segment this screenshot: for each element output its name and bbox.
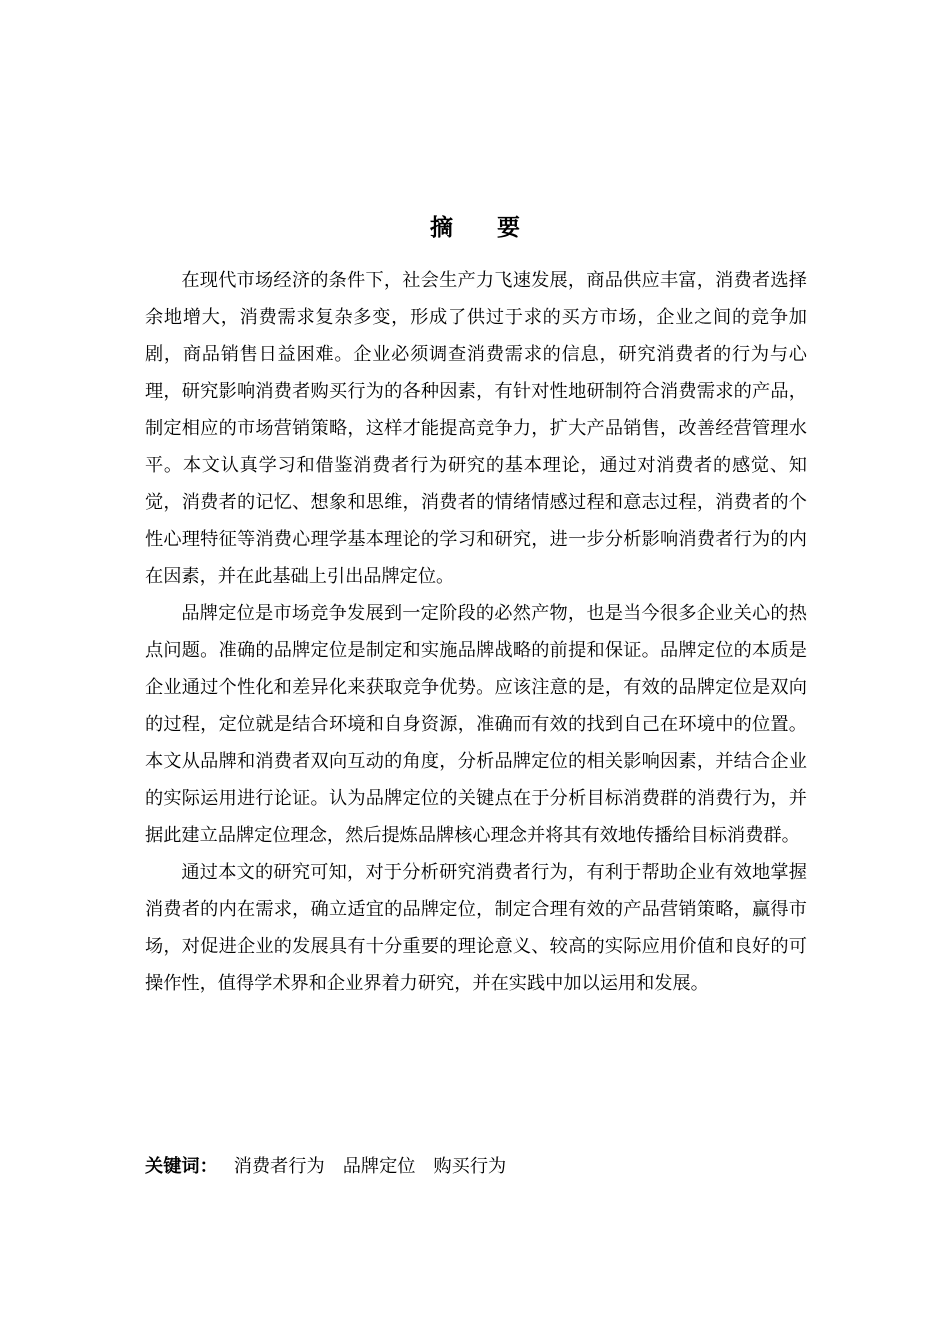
keyword-2: 品牌定位: [342, 1156, 416, 1177]
abstract-paragraph-2: 品牌定位是市场竞争发展到一定阶段的必然产物，也是当今很多企业关心的热点问题。准确的品牌定位是制定和实施品牌战略的前提和保证。品牌定位的本质是企业通过个性化和差异化来获取竞争优势。应该注意的是，有效的品牌定位是双向的过程，定位就是结合环境和自身资源，准确而有效的找到自己在环境中的位置。本文从品牌和消费者双向互动的角度，分析品牌定位的相关影响因素，并结合企业的实际运用进行论证。认为品牌定位的关键点在于分析目标消费群的消费行为，并据此建立品牌定位理念，然后提炼品牌核心理念并将其有效地传播给目标消费群。: [145, 603, 807, 846]
abstract-title: 摘 要: [429, 214, 538, 241]
keywords-line: [145, 1151, 807, 1183]
abstract-paragraph-1: 在现代市场经济的条件下，社会生产力飞速发展，商品供应丰富，消费者选择余地增大，消费需求复杂多变，形成了供过于求的买方市场，企业之间的竞争加剧，商品销售日益困难。企业必须调查消费需求的信息，研究消费者的行为与心理，研究影响消费者购买行为的各种因素，有针对性地研制符合消费需求的产品，制定相应的市场营销策略，这样才能提高竞争力，扩大产品销售，改善经营管理水平。本文认真学习和借鉴消费者行为研究的基本理论，通过对消费者的感觉、知觉，消费者的记忆、想象和思维，消费者的情绪情感过程和意志过程，消费者的个性心理特征等消费心理学基本理论的学习和研究，进一步分析影响消费者行为的内在因素，并在此基础上引出品牌定位。: [145, 270, 807, 587]
abstract-paragraph-3: 通过本文的研究可知，对于分析研究消费者行为，有利于帮助企业有效地掌握消费者的内在需求，确立适宜的品牌定位，制定合理有效的产品营销策略，赢得市场，对促进企业的发展具有十分重要的理论意义、较高的实际应用价值和良好的可操作性，值得学术界和企业界着力研究，并在实践中加以运用和发展。: [145, 862, 807, 994]
keyword-3: 购买行为: [433, 1156, 507, 1177]
keyword-1: 消费者行为: [233, 1156, 325, 1177]
abstract-body: [145, 262, 807, 1002]
keywords-label: 关键词：: [145, 1156, 218, 1177]
